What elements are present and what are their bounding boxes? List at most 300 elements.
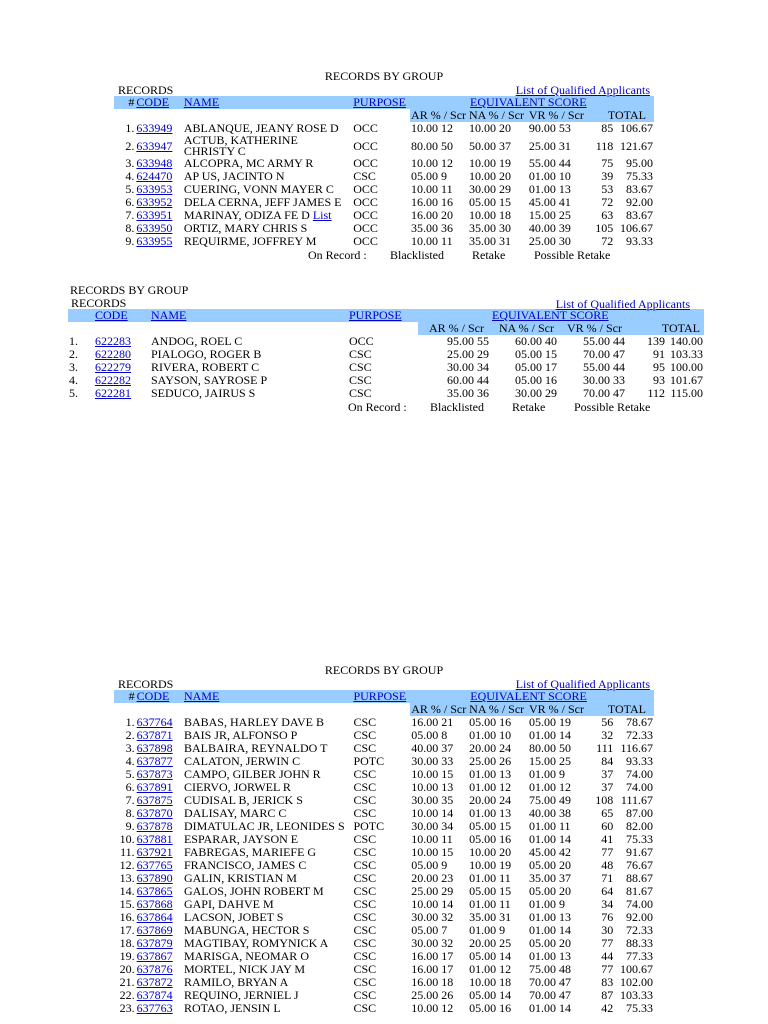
row-na-score: 01.00 11 <box>469 897 511 911</box>
col-purpose[interactable]: PURPOSE <box>352 96 410 109</box>
col-total: TOTAL <box>585 109 654 122</box>
records-table <box>114 690 654 1015</box>
row-name: REQUINO, JERNIEL J <box>183 988 299 1002</box>
row-total-score: 78.67 <box>626 715 653 729</box>
row-vr-score: 05.00 20 <box>528 884 571 898</box>
row-code-link[interactable]: 633950 <box>136 221 173 235</box>
row-vr-score: 01.00 9 <box>528 897 565 911</box>
row-na-score: 01.00 12 <box>469 780 512 794</box>
row-ar-score: 10.00 11 <box>411 832 453 846</box>
row-total-raw: 64 <box>601 884 614 898</box>
row-total-score: 95.00 <box>626 156 653 170</box>
row-purpose: OCC <box>353 195 378 209</box>
row-name: FRANCISCO, JAMES C <box>183 858 307 872</box>
row-purpose: CSC <box>353 923 377 937</box>
row-total-score: 100.00 <box>670 360 703 374</box>
row-total-raw: 75 <box>601 156 614 170</box>
row-total-raw: 37 <box>601 780 614 794</box>
row-code-link[interactable]: 637870 <box>136 806 173 820</box>
row-code-link[interactable]: 624470 <box>136 169 173 183</box>
row-name: ABLANQUE, JEANY ROSE D <box>183 121 339 135</box>
section-title: RECORDS BY GROUP <box>70 283 189 297</box>
row-na-score: 05.00 15 <box>515 347 557 361</box>
row-number: 19. <box>119 949 135 963</box>
row-code-link[interactable]: 633955 <box>136 234 173 248</box>
row-name: SAYSON, SAYROSE P <box>151 373 268 387</box>
row-total-raw: 84 <box>601 754 614 768</box>
row-code-link[interactable]: 622280 <box>95 347 131 361</box>
row-purpose: CSC <box>353 767 377 781</box>
row-ar-score: 05.00 9 <box>411 169 448 183</box>
row-name: ACTUB, KATHERINE CHRISTY C <box>183 133 298 158</box>
row-code-link[interactable]: 637881 <box>136 832 173 846</box>
row-ar-score: 05.00 8 <box>411 728 448 742</box>
row-code-link[interactable]: 622279 <box>95 360 131 374</box>
row-na-score: 30.00 29 <box>515 386 557 400</box>
row-total-score: 83.67 <box>626 182 653 196</box>
row-na-score: 10.00 18 <box>469 975 512 989</box>
row-name: SEDUCO, JAIRUS S <box>151 386 256 400</box>
row-code-link[interactable]: 622283 <box>95 334 131 348</box>
col-equivalent-score[interactable]: EQUIVALENT SCORE <box>410 96 654 109</box>
row-ar-score: 25.00 29 <box>447 347 489 361</box>
row-vr-score: 01.00 14 <box>528 923 571 937</box>
row-vr-score: 01.00 14 <box>528 1001 571 1015</box>
row-code-link[interactable]: 637876 <box>136 962 173 976</box>
row-total-score: 76.67 <box>626 858 653 872</box>
row-total-raw: 111 <box>596 741 614 755</box>
row-na-score: 20.00 25 <box>469 936 512 950</box>
row-total-raw: 53 <box>601 182 614 196</box>
row-purpose: CSC <box>353 1001 377 1015</box>
row-ar-score: 16.00 18 <box>411 975 454 989</box>
row-vr-score: 70.00 47 <box>528 988 571 1002</box>
row-total-score: 102.00 <box>620 975 653 989</box>
row-purpose: CSC <box>349 386 372 400</box>
row-total-score: 92.00 <box>626 910 653 924</box>
row-total-raw: 72 <box>601 195 614 209</box>
row-total-raw: 63 <box>601 208 614 222</box>
row-code-link[interactable]: 637898 <box>136 741 173 755</box>
row-ar-score: 16.00 17 <box>411 949 454 963</box>
row-number: 7. <box>125 793 135 807</box>
row-name: RIVERA, ROBERT C <box>151 360 260 374</box>
row-na-score: 20.00 24 <box>469 793 512 807</box>
row-name: CIERVO, JORWEL R <box>183 780 291 794</box>
row-total-raw: 56 <box>601 715 614 729</box>
row-purpose: CSC <box>353 780 377 794</box>
row-ar-score: 05.00 9 <box>411 858 448 872</box>
row-total-raw: 39 <box>601 169 614 183</box>
row-ar-score: 30.00 32 <box>411 936 454 950</box>
row-name: ESPARAR, JAYSON E <box>183 832 299 846</box>
row-na-score: 05.00 17 <box>515 360 557 374</box>
row-na-score: 01.00 13 <box>469 806 512 820</box>
row-ar-score: 30.00 34 <box>411 819 454 833</box>
row-name: DELA CERNA, JEFF JAMES E <box>183 195 342 209</box>
col-na: NA % / Scr <box>468 109 528 122</box>
row-vr-score: 35.00 37 <box>528 871 571 885</box>
row-code-link[interactable]: 637874 <box>136 988 173 1002</box>
row-purpose: CSC <box>353 832 377 846</box>
row-number: 3. <box>69 360 78 374</box>
row-code-link[interactable]: 637764 <box>136 715 173 729</box>
row-name: FABREGAS, MARIEFE G <box>183 845 317 859</box>
row-ar-score: 10.00 15 <box>411 845 454 859</box>
row-name: BABAS, HARLEY DAVE B <box>183 715 324 729</box>
col-name[interactable]: NAME <box>183 96 352 109</box>
row-code-link[interactable]: 633953 <box>136 182 173 196</box>
row-number: 8. <box>125 806 135 820</box>
row-total-score: 77.33 <box>626 949 653 963</box>
row-ar-score: 80.00 50 <box>411 138 454 153</box>
row-total-raw: 71 <box>601 871 614 885</box>
row-vr-score: 30.00 33 <box>583 373 625 387</box>
row-ar-score: 10.00 15 <box>411 767 454 781</box>
possible-retake-label: Possible Retake <box>534 248 611 262</box>
row-total-raw: 108 <box>595 793 614 807</box>
row-ar-score: 35.00 36 <box>447 386 489 400</box>
row-number: 20. <box>119 962 135 976</box>
row-number: 8. <box>125 221 135 235</box>
row-purpose: OCC <box>353 221 378 235</box>
row-purpose: CSC <box>353 949 377 963</box>
row-purpose: CSC <box>353 884 377 898</box>
on-record-label: On Record : <box>308 248 367 262</box>
qualified-applicants-link[interactable]: List of Qualified Applicants <box>555 297 690 311</box>
row-code-link[interactable]: 633951 <box>136 208 173 222</box>
row-na-score: 01.00 11 <box>469 871 511 885</box>
records-table <box>114 96 654 248</box>
row-vr-score: 15.00 25 <box>528 754 571 768</box>
row-purpose: CSC <box>353 793 377 807</box>
row-code-link[interactable]: 637765 <box>136 858 173 872</box>
row-vr-score: 45.00 42 <box>528 845 571 859</box>
row-number: 4. <box>125 754 135 768</box>
records-section-2 <box>68 283 704 413</box>
row-ar-score: 95.00 55 <box>447 334 489 348</box>
row-na-score: 35.00 31 <box>468 234 511 248</box>
row-vr-score: 25.00 31 <box>528 138 571 153</box>
col-num: # <box>114 690 136 703</box>
row-code-link[interactable]: 637890 <box>136 871 173 885</box>
col-name[interactable]: NAME <box>183 690 353 703</box>
row-ar-score: 10.00 12 <box>411 121 454 135</box>
row-total-raw: 44 <box>601 949 614 963</box>
row-total-raw: 91 <box>653 347 665 361</box>
row-number: 6. <box>125 780 135 794</box>
row-total-score: 121.67 <box>620 138 653 153</box>
retake-label: Retake <box>512 400 546 414</box>
row-purpose: CSC <box>353 858 377 872</box>
record-legend <box>114 248 654 261</box>
row-vr-score: 05.00 19 <box>528 715 571 729</box>
col-name[interactable]: NAME <box>150 309 348 322</box>
records-label: RECORDS <box>118 83 174 97</box>
row-ar-score: 25.00 26 <box>411 988 454 1002</box>
row-total-raw: 37 <box>601 767 614 781</box>
row-code-link[interactable]: 637875 <box>136 793 173 807</box>
row-total-score: 93.33 <box>626 754 653 768</box>
row-vr-score: 75.00 48 <box>528 962 571 976</box>
row-ar-score: 25.00 29 <box>411 884 454 898</box>
record-legend <box>68 400 704 413</box>
row-na-score: 25.00 26 <box>469 754 512 768</box>
row-code-link[interactable]: 637873 <box>136 767 173 781</box>
row-na-score: 05.00 16 <box>469 832 512 846</box>
row-ar-score: 05.00 7 <box>411 923 448 937</box>
row-name: ROTAO, JENSIN L <box>183 1001 281 1015</box>
row-code-link[interactable]: 637865 <box>136 884 173 898</box>
row-total-raw: 77 <box>601 962 614 976</box>
row-vr-score: 01.00 12 <box>528 780 571 794</box>
row-number: 9. <box>125 234 135 248</box>
col-purpose[interactable]: PURPOSE <box>352 690 410 703</box>
row-vr-score: 70.00 47 <box>583 347 625 361</box>
row-vr-score: 55.00 44 <box>528 156 571 170</box>
row-ar-score: 10.00 14 <box>411 897 454 911</box>
row-code-link[interactable]: 637864 <box>136 910 173 924</box>
row-purpose: POTC <box>353 754 385 768</box>
col-vr: VR % / Scr <box>528 702 584 716</box>
row-total-raw: 93 <box>653 373 665 387</box>
row-na-score: 05.00 15 <box>468 195 511 209</box>
records-label: RECORDS <box>71 296 127 310</box>
row-na-score: 05.00 14 <box>469 988 512 1002</box>
row-ar-score: 16.00 20 <box>411 208 454 222</box>
col-ar: AR % / Scr <box>418 322 490 335</box>
row-code-link[interactable]: 633947 <box>136 138 173 153</box>
row-total-score: 74.00 <box>626 897 653 911</box>
row-number: 2. <box>125 728 135 742</box>
row-code-link[interactable]: 637878 <box>136 819 173 833</box>
row-total-score: 75.33 <box>626 169 653 183</box>
row-code-link[interactable]: 637921 <box>136 845 173 859</box>
row-vr-score: 45.00 41 <box>528 195 571 209</box>
col-num: # <box>114 96 135 109</box>
row-total-score: 88.33 <box>626 936 653 950</box>
row-name: MORTEL, NICK JAY M <box>183 962 306 976</box>
row-vr-score: 90.00 53 <box>528 121 571 135</box>
col-code[interactable]: CODE <box>136 690 183 703</box>
row-vr-score: 75.00 49 <box>528 793 571 807</box>
row-ar-score: 16.00 21 <box>411 715 454 729</box>
section-title: RECORDS BY GROUP <box>324 69 444 83</box>
row-purpose: OCC <box>353 182 378 196</box>
row-total-score: 106.67 <box>620 221 653 235</box>
row-vr-score: 70.00 47 <box>583 386 625 400</box>
row-ar-score: 16.00 16 <box>411 195 454 209</box>
blacklisted-label: Blacklisted <box>390 248 444 262</box>
row-total-raw: 112 <box>647 386 665 400</box>
row-name: MARINAY, ODIZA FE D List <box>183 208 332 222</box>
table-row <box>114 235 654 248</box>
row-number: 14. <box>119 884 135 898</box>
row-number: 9. <box>125 819 135 833</box>
table-row <box>114 1002 654 1015</box>
row-na-score: 01.00 10 <box>469 728 512 742</box>
col-equivalent-score[interactable]: EQUIVALENT SCORE <box>418 309 704 322</box>
table-row <box>68 387 704 400</box>
row-total-score: 72.33 <box>626 728 653 742</box>
row-vr-score: 40.00 38 <box>528 806 571 820</box>
row-code-link[interactable]: 637868 <box>136 897 173 911</box>
row-ar-score: 16.00 17 <box>411 962 454 976</box>
row-purpose: CSC <box>353 871 377 885</box>
row-number: 1. <box>69 334 78 348</box>
row-code-link[interactable]: 637871 <box>136 728 173 742</box>
row-total-score: 103.33 <box>620 988 653 1002</box>
row-vr-score: 01.00 13 <box>528 910 571 924</box>
row-na-score: 05.00 15 <box>469 884 512 898</box>
row-purpose: CSC <box>353 975 377 989</box>
row-number: 3. <box>125 156 135 170</box>
row-total-score: 101.67 <box>670 373 703 387</box>
col-code[interactable]: CODE <box>135 96 182 109</box>
row-number: 4. <box>125 169 135 183</box>
row-total-raw: 105 <box>595 221 614 235</box>
row-name: AP US, JACINTO N <box>183 169 285 183</box>
row-ar-score: 30.00 32 <box>411 910 454 924</box>
row-vr-score: 01.00 14 <box>528 832 571 846</box>
row-total-raw: 32 <box>601 728 614 742</box>
row-number: 22. <box>119 988 135 1002</box>
row-number: 4. <box>69 373 78 387</box>
records-section-1 <box>114 69 654 261</box>
row-ar-score: 40.00 37 <box>411 741 454 755</box>
row-vr-score: 70.00 47 <box>528 975 571 989</box>
row-code-link[interactable]: 633949 <box>136 121 173 135</box>
row-na-score: 60.00 40 <box>515 334 557 348</box>
row-number: 12. <box>119 858 135 872</box>
possible-retake-label: Possible Retake <box>574 400 651 414</box>
row-name: MAGTIBAY, ROMYNICK A <box>183 936 329 950</box>
row-total-score: 75.33 <box>626 832 653 846</box>
row-purpose: CSC <box>349 347 372 361</box>
row-name: MARISGA, NEOMAR O <box>183 949 309 963</box>
qualified-applicants-link[interactable]: List of Qualified Applicants <box>515 83 650 97</box>
row-name: CUDISAL B, JERICK S <box>183 793 303 807</box>
row-total-raw: 139 <box>647 334 665 348</box>
row-number: 2. <box>69 347 78 361</box>
row-vr-score: 55.00 44 <box>583 360 625 374</box>
row-purpose: CSC <box>353 806 377 820</box>
row-ar-score: 10.00 14 <box>411 806 454 820</box>
row-na-score: 20.00 24 <box>469 741 512 755</box>
row-purpose: CSC <box>353 962 377 976</box>
row-vr-score: 25.00 30 <box>528 234 571 248</box>
row-code-link[interactable]: 637872 <box>136 975 173 989</box>
row-purpose: CSC <box>353 988 377 1002</box>
col-purpose[interactable]: PURPOSE <box>348 309 418 322</box>
row-name: DALISAY, MARC C <box>183 806 287 820</box>
row-na-score: 10.00 20 <box>468 169 511 183</box>
row-total-score: 82.00 <box>626 819 653 833</box>
on-record-label: On Record : <box>348 400 407 414</box>
row-name: ALCOPRA, MC ARMY R <box>183 156 314 170</box>
row-total-score: 91.67 <box>626 845 653 859</box>
row-code-link[interactable]: 622281 <box>95 386 131 400</box>
row-number: 5. <box>125 767 135 781</box>
row-total-raw: 77 <box>601 845 614 859</box>
row-code-link[interactable]: 637877 <box>136 754 173 768</box>
row-na-score: 10.00 19 <box>468 156 511 170</box>
row-total-raw: 60 <box>601 819 614 833</box>
qualified-applicants-link[interactable]: List of Qualified Applicants <box>515 677 650 691</box>
row-code-link[interactable]: 622282 <box>95 373 131 387</box>
row-ar-score: 10.00 13 <box>411 780 454 794</box>
row-code-link[interactable]: 633952 <box>136 195 173 209</box>
section-title: RECORDS BY GROUP <box>324 663 444 677</box>
row-total-raw: 87 <box>601 988 614 1002</box>
row-number: 13. <box>119 871 135 885</box>
row-name: CALATON, JERWIN C <box>183 754 301 768</box>
row-purpose: CSC <box>353 741 377 755</box>
row-vr-score: 01.00 9 <box>528 767 565 781</box>
row-total-score: 100.67 <box>620 962 653 976</box>
row-number: 16. <box>119 910 135 924</box>
row-purpose: POTC <box>353 819 385 833</box>
row-name-extra-link[interactable]: List <box>312 208 332 222</box>
row-name: GALIN, KRISTIAN M <box>183 871 297 885</box>
row-total-raw: 85 <box>601 121 614 135</box>
row-name: GALOS, JOHN ROBERT M <box>183 884 324 898</box>
row-vr-score: 01.00 10 <box>528 169 571 183</box>
row-purpose: CSC <box>353 715 377 729</box>
row-purpose: CSC <box>353 728 377 742</box>
row-number: 21. <box>119 975 135 989</box>
row-purpose: OCC <box>349 334 374 348</box>
col-equivalent-score[interactable]: EQUIVALENT SCORE <box>410 690 654 703</box>
row-total-raw: 30 <box>601 923 614 937</box>
row-ar-score: 10.00 11 <box>411 234 453 248</box>
row-name: ORTIZ, MARY CHRIS S <box>183 221 308 235</box>
row-code-link[interactable]: 633948 <box>136 156 173 170</box>
row-na-score: 05.00 16 <box>469 1001 512 1015</box>
row-code-link[interactable]: 637879 <box>136 936 173 950</box>
row-number: 18. <box>119 936 135 950</box>
row-total-score: 111.67 <box>620 793 653 807</box>
row-number: 3. <box>125 741 135 755</box>
row-code-link[interactable]: 637763 <box>136 1001 173 1015</box>
row-total-raw: 72 <box>601 234 614 248</box>
row-ar-score: 30.00 35 <box>411 793 454 807</box>
row-name: RAMILO, BRYAN A <box>183 975 289 989</box>
row-number: 11. <box>120 845 135 859</box>
row-code-link[interactable]: 637891 <box>136 780 173 794</box>
row-vr-score: 40.00 39 <box>528 221 571 235</box>
row-na-score: 50.00 37 <box>468 138 511 153</box>
row-na-score: 05.00 16 <box>515 373 557 387</box>
row-code-link[interactable]: 637867 <box>136 949 173 963</box>
row-total-score: 74.00 <box>626 767 653 781</box>
row-na-score: 01.00 9 <box>469 923 506 937</box>
row-na-score: 05.00 15 <box>469 819 512 833</box>
row-total-score: 93.33 <box>626 234 653 248</box>
row-na-score: 10.00 20 <box>469 845 512 859</box>
row-na-score: 35.00 30 <box>468 221 511 235</box>
row-purpose: OCC <box>353 208 378 222</box>
retake-label: Retake <box>472 248 506 262</box>
row-name: LACSON, JOBET S <box>183 910 284 924</box>
col-code[interactable]: CODE <box>94 309 150 322</box>
row-purpose: CSC <box>353 897 377 911</box>
row-name: CUERING, VONN MAYER C <box>183 182 334 196</box>
row-vr-score: 01.00 13 <box>528 182 571 196</box>
row-code-link[interactable]: 637869 <box>136 923 173 937</box>
row-total-score: 140.00 <box>670 334 703 348</box>
col-vr: VR % / Scr <box>528 108 584 122</box>
